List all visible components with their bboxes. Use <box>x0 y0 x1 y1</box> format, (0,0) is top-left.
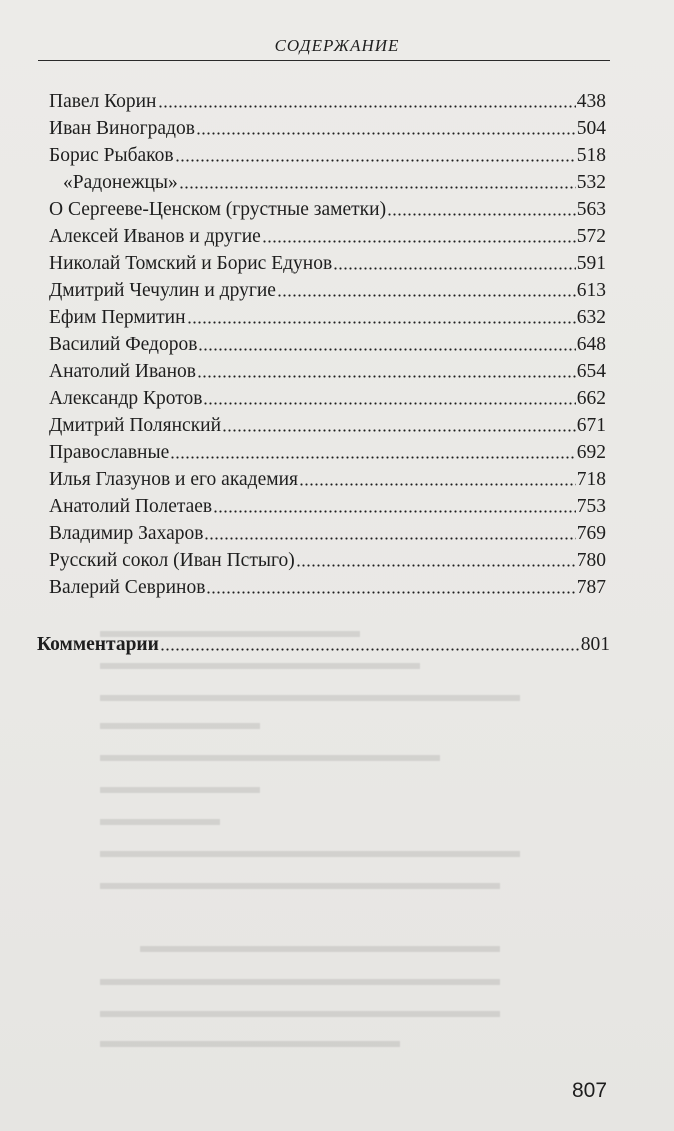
toc-entry[interactable] <box>49 574 606 601</box>
toc-entry-page: 613 <box>576 280 606 301</box>
leader-dots <box>197 375 576 378</box>
leader-dots <box>203 402 575 405</box>
toc-entry-title: Комментарии <box>37 634 159 655</box>
toc-entry-title: Русский сокол (Иван Пстыго) <box>49 550 295 571</box>
toc-entry-page: 654 <box>576 361 606 382</box>
toc-entry-title: Николай Томский и Борис Едунов <box>49 253 333 274</box>
toc-entry[interactable] <box>49 466 606 493</box>
leader-dots <box>170 456 576 459</box>
leader-dots <box>158 105 576 108</box>
toc-entry-title: Павел Корин <box>49 91 157 112</box>
toc-entry-title: Борис Рыбаков <box>49 145 174 166</box>
leader-dots <box>262 240 576 243</box>
toc-entry-page: 518 <box>576 145 606 166</box>
running-header: СОДЕРЖАНИЕ <box>274 36 400 55</box>
toc-entry-page: 632 <box>576 307 606 328</box>
toc-entry-title: Александр Кротов <box>49 388 203 409</box>
toc-entry[interactable] <box>49 250 606 277</box>
toc-entry-title: Дмитрий Чечулин и другие <box>49 280 276 301</box>
leader-dots <box>196 132 576 135</box>
toc-entry[interactable] <box>49 520 606 547</box>
toc-entry-page: 801 <box>580 634 610 655</box>
toc-entry-title: Православные <box>49 442 170 463</box>
toc-entry-title: Илья Глазунов и его академия <box>49 469 298 490</box>
leader-dots <box>206 591 575 594</box>
leader-dots <box>179 186 576 189</box>
toc-entry-page: 563 <box>576 199 606 220</box>
toc-entry-title: Ефим Пермитин <box>49 307 186 328</box>
toc-entry-title: Иван Виноградов <box>49 118 195 139</box>
toc-entry-title: «Радонежцы» <box>63 172 178 193</box>
toc-entry-title: Алексей Иванов и другие <box>49 226 261 247</box>
leader-dots <box>198 348 575 351</box>
leader-dots <box>333 267 576 270</box>
toc-entry-page: 769 <box>576 523 606 544</box>
toc-entry-page: 671 <box>576 415 606 436</box>
toc-entry[interactable] <box>49 412 606 439</box>
toc-entry[interactable] <box>49 385 606 412</box>
toc-entry-page: 787 <box>576 577 606 598</box>
toc-entry-comments[interactable] <box>37 631 610 658</box>
toc-entry-title: О Сергееве-Ценском (грустные заметки) <box>49 199 387 220</box>
toc-entry[interactable] <box>49 304 606 331</box>
toc-entry-page: 438 <box>576 91 606 112</box>
toc-entry[interactable] <box>63 169 606 196</box>
toc-entry[interactable] <box>49 115 606 142</box>
leader-dots <box>204 537 575 540</box>
leader-dots <box>175 159 576 162</box>
toc-entry[interactable] <box>49 142 606 169</box>
leader-dots <box>222 429 576 432</box>
leader-dots <box>299 483 576 486</box>
toc-entry-page: 504 <box>576 118 606 139</box>
toc-entry-title: Анатолий Полетаев <box>49 496 213 517</box>
toc-entry-title: Дмитрий Полянский <box>49 415 222 436</box>
toc-entry-page: 718 <box>576 469 606 490</box>
toc-entry-page: 753 <box>576 496 606 517</box>
leader-dots <box>187 321 576 324</box>
toc-entry-page: 532 <box>576 172 606 193</box>
bleed-through-texture: ▬▬▬▬▬▬▬▬▬▬▬▬▬ ▬▬▬▬▬▬▬▬▬▬▬▬▬▬▬▬ ▬▬▬▬▬▬▬▬▬▬▬▬▬▬▬▬▬▬▬▬▬ ▬▬▬▬▬▬▬▬ ▬▬▬▬▬▬▬▬▬▬▬▬▬▬▬▬▬ ▬▬▬▬▬▬▬▬ ▬▬▬▬▬▬ ▬▬▬▬▬▬▬▬▬▬▬▬▬▬▬▬▬▬▬▬▬ ▬▬▬▬▬▬▬▬▬▬▬▬▬▬▬▬▬▬▬▬ ▬▬▬▬▬▬▬▬▬▬▬▬▬▬▬▬▬▬ ▬▬▬▬▬▬▬▬▬▬▬▬▬▬▬▬▬▬▬▬ ▬▬▬▬▬▬▬▬▬▬▬▬▬▬▬▬▬▬▬▬ ▬▬▬▬▬▬▬▬▬▬▬▬▬▬▬ <box>100 620 520 1052</box>
header-rule <box>38 60 610 61</box>
toc-entry[interactable] <box>49 223 606 250</box>
toc-entry-title: Владимир Захаров <box>49 523 204 544</box>
toc-entry[interactable] <box>49 547 606 574</box>
toc-entry[interactable] <box>49 331 606 358</box>
toc-entry-page: 662 <box>576 388 606 409</box>
leader-dots <box>387 213 576 216</box>
leader-dots <box>213 510 576 513</box>
toc-entry[interactable] <box>49 358 606 385</box>
toc-entry-title: Василий Федоров <box>49 334 198 355</box>
toc-entry-page: 648 <box>576 334 606 355</box>
toc-entry[interactable] <box>49 277 606 304</box>
toc-entry-page: 591 <box>576 253 606 274</box>
page-number: 807 <box>572 1079 608 1102</box>
toc-entry-title: Анатолий Иванов <box>49 361 196 382</box>
toc-entry[interactable] <box>49 88 606 115</box>
toc-entry[interactable] <box>49 196 606 223</box>
toc-entry-page: 692 <box>576 442 606 463</box>
leader-dots <box>296 564 576 567</box>
toc-entry-title: Валерий Севринов <box>49 577 206 598</box>
leader-dots <box>160 648 580 651</box>
toc-entry[interactable] <box>49 439 606 466</box>
leader-dots <box>277 294 576 297</box>
toc-entry-page: 572 <box>576 226 606 247</box>
toc-entry[interactable] <box>49 493 606 520</box>
toc-entry-page: 780 <box>576 550 606 571</box>
